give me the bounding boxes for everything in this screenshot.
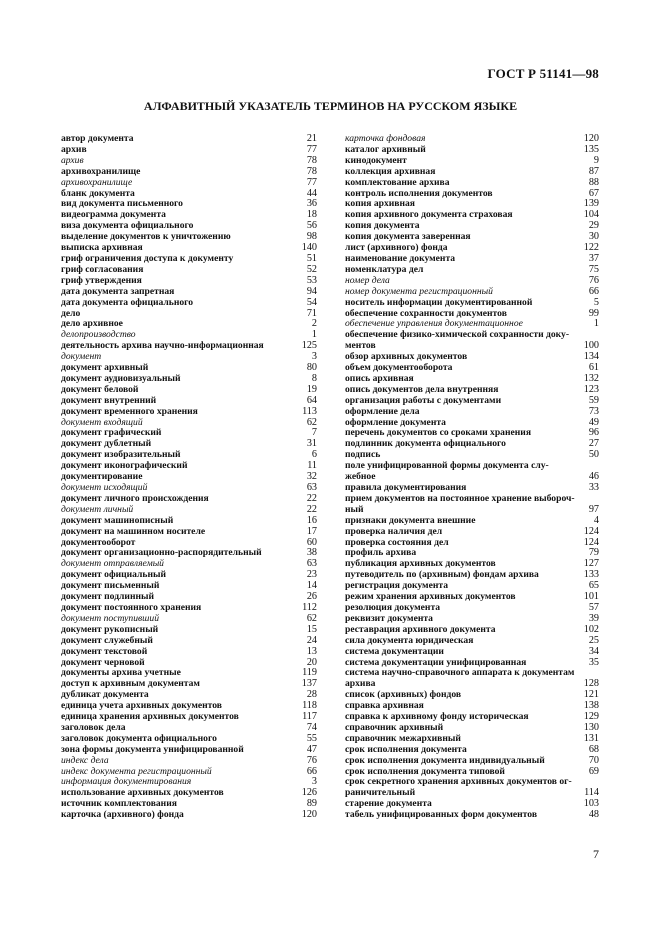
index-title: АЛФАВИТНЫЙ УКАЗАТЕЛЬ ТЕРМИНОВ НА РУССКОМ ЯЗЫКЕ [143, 99, 518, 113]
index-page-number: 77 [306, 176, 317, 188]
index-term: обеспечение управления документационное [345, 318, 523, 330]
index-page-number: 28 [306, 689, 317, 701]
index-term: обзор архивных документов [345, 351, 468, 363]
index-entry [61, 178, 317, 189]
index-term: документ отправляемый [61, 558, 164, 570]
index-page-number: 18 [306, 209, 317, 221]
index-entry [345, 461, 599, 472]
index-term: гриф согласования [61, 263, 144, 275]
index-page-number: 67 [588, 187, 599, 199]
index-term: дата документа запретная [61, 285, 175, 297]
index-term: зона формы документа унифицированной [61, 743, 244, 755]
index-page-number: 4 [593, 514, 599, 526]
index-term: единица хранения архивных документов [61, 711, 239, 723]
index-page-number: 53 [306, 274, 317, 286]
index-page-number: 22 [306, 492, 317, 504]
index-term: система научно-справочного аппарата к документам [345, 667, 575, 679]
index-term: документ беловой [61, 383, 139, 395]
index-term: организация работы с документами [345, 394, 502, 406]
index-term: оформление документа [345, 416, 446, 428]
index-page-number: 138 [583, 700, 599, 712]
index-term: комплектование архива [345, 176, 450, 188]
index-page-number: 103 [583, 798, 599, 810]
index-page-number: 14 [306, 580, 317, 592]
index-page-number: 63 [306, 558, 317, 570]
index-page-number: 56 [306, 220, 317, 232]
index-page-number: 37 [588, 252, 599, 264]
index-page-number: 16 [306, 514, 317, 526]
index-page-number: 132 [583, 372, 599, 384]
right-index-column [345, 134, 599, 821]
index-page-number: 54 [306, 296, 317, 308]
index-page-number: 46 [588, 471, 599, 483]
index-term: автор документа [61, 133, 134, 144]
standard-header: ГОСТ Р 51141—98 [487, 66, 599, 81]
index-page-number: 124 [583, 536, 599, 548]
index-entry [61, 145, 317, 156]
index-term: путеводитель по (архивным) фондам архива [345, 569, 539, 581]
index-term: копия документа [345, 220, 420, 232]
index-term: документ поступивший [61, 612, 160, 624]
index-page-number: 2 [311, 318, 317, 330]
index-term: единица учета архивных документов [61, 700, 222, 712]
index-term: правила документирования [345, 482, 467, 493]
index-page-number: 76 [306, 754, 317, 766]
index-page-number: 120 [583, 133, 599, 144]
index-term: информация документирования [61, 776, 192, 788]
index-term: справка к архивному фонду историческая [345, 711, 529, 723]
index-page-number: 52 [306, 263, 317, 275]
index-term: видеограмма документа [61, 209, 166, 221]
index-term: документ исходящий [61, 482, 148, 493]
index-page-number: 1 [593, 318, 599, 330]
index-term: публикация архивных документов [345, 558, 496, 570]
index-term: срок исполнения документа [345, 743, 467, 755]
index-term: справочник архивный [345, 721, 444, 733]
index-page-number: 69 [588, 765, 599, 777]
index-page-number: 129 [583, 711, 599, 723]
index-term: дело [61, 307, 81, 319]
index-term: архивохранилище [61, 165, 141, 177]
index-page-number: 34 [588, 645, 599, 657]
index-term: каталог архивный [345, 143, 426, 155]
index-entry [345, 407, 599, 418]
index-page-number: 134 [583, 351, 599, 363]
index-term: документ [61, 351, 102, 363]
index-page-number: 50 [588, 449, 599, 461]
index-term: гриф ограничения доступа к документу [61, 252, 234, 264]
index-page-number: 99 [588, 307, 599, 319]
index-term: обеспечение сохранности документов [345, 307, 507, 319]
index-page-number: 126 [301, 787, 317, 799]
index-page-number: 55 [306, 732, 317, 744]
index-page-number: 21 [306, 133, 317, 144]
index-page-number: 79 [588, 547, 599, 559]
index-page-number: 127 [583, 558, 599, 570]
index-term: номер дела [345, 274, 390, 286]
index-page-number: 114 [584, 787, 599, 799]
index-term: профиль архива [345, 547, 417, 559]
index-term: документ подлинный [61, 591, 155, 603]
index-term: носитель информации документированной [345, 296, 533, 308]
index-term: карточка фондовая [345, 133, 426, 144]
index-term: перечень документов со сроками хранения [345, 427, 532, 439]
index-term: система документации [345, 645, 444, 657]
index-entry [61, 810, 317, 821]
index-term: документ текстовой [61, 645, 148, 657]
index-page-number: 19 [306, 383, 317, 395]
index-page-number: 68 [588, 743, 599, 755]
index-entry [345, 494, 599, 505]
index-term: документ на машинном носителе [61, 525, 206, 537]
index-page-number: 39 [588, 612, 599, 624]
index-term: заголовок документа официального [61, 732, 217, 744]
index-term: реставрация архивного документа [345, 623, 496, 635]
index-entry [345, 668, 599, 679]
index-term: архива [345, 678, 376, 690]
index-term: документ внутренний [61, 394, 157, 406]
index-page-number: 35 [588, 656, 599, 668]
index-page-number: 59 [588, 394, 599, 406]
index-page-number: 75 [588, 263, 599, 275]
index-term: индекс документа регистрационный [61, 765, 212, 777]
index-term: подпись [345, 449, 381, 461]
index-page-number: 117 [302, 711, 317, 723]
index-entry [61, 756, 317, 767]
index-term: сила документа юридическая [345, 634, 474, 646]
index-term: подлинник документа официального [345, 438, 506, 450]
index-page-number: 124 [583, 525, 599, 537]
index-term: источник комплектования [61, 798, 177, 810]
index-entry [345, 756, 599, 767]
index-term: срок секретного хранения архивных документов ог- [345, 776, 572, 788]
index-term: дата документа официального [61, 296, 194, 308]
index-term: прием документов на постоянное хранение выбороч- [345, 492, 575, 504]
index-page-number: 65 [588, 580, 599, 592]
index-page-number: 1 [311, 329, 317, 341]
index-page-number: 64 [306, 394, 317, 406]
index-term: контроль исполнения документов [345, 187, 493, 199]
index-page-number: 47 [306, 743, 317, 755]
index-page-number: 51 [306, 252, 317, 264]
index-page-number: 6 [311, 449, 317, 461]
index-term: документ постоянного хранения [61, 601, 202, 613]
index-term: признаки документа внешние [345, 514, 476, 526]
index-page-number: 73 [588, 405, 599, 417]
index-page-number: 118 [302, 700, 317, 712]
index-term: номенклатура дел [345, 263, 424, 275]
index-term: проверка состояния дел [345, 536, 449, 548]
index-term: копия архивного документа страховая [345, 209, 513, 221]
index-page-number: 102 [583, 623, 599, 635]
index-entry [61, 407, 317, 418]
index-term: документ официальный [61, 569, 167, 581]
index-entry [345, 647, 599, 658]
index-page-number: 71 [306, 307, 317, 319]
index-term: дело архивное [61, 318, 123, 330]
index-page-number: 101 [583, 591, 599, 603]
index-entry [61, 527, 317, 538]
index-page-number: 15 [306, 623, 317, 635]
index-entry [345, 287, 599, 298]
index-page-number: 112 [302, 601, 317, 613]
index-page-number: 121 [583, 689, 599, 701]
index-entry [61, 167, 317, 178]
index-entry [345, 527, 599, 538]
index-page-number: 23 [306, 569, 317, 581]
index-term: поле унифицированной формы документа слу- [345, 460, 549, 472]
index-page-number: 33 [588, 482, 599, 493]
index-term: бланк документа [61, 187, 135, 199]
index-term: архивохранилище [61, 176, 133, 188]
index-term: оформление дела [345, 405, 420, 417]
index-term: ный [345, 503, 364, 515]
index-page-number: 76 [588, 274, 599, 286]
index-page-number: 66 [588, 285, 599, 297]
index-page-number: 63 [306, 482, 317, 493]
index-page-number: 62 [306, 612, 317, 624]
index-entry [61, 298, 317, 309]
index-term: старение документа [345, 798, 432, 810]
index-term: копия документа заверенная [345, 231, 471, 243]
index-page-number: 30 [588, 231, 599, 243]
index-term: опись архивная [345, 372, 414, 384]
index-page-number: 139 [583, 198, 599, 210]
index-term: документ письменный [61, 580, 160, 592]
index-page-number: 88 [588, 176, 599, 188]
index-term: документ черновой [61, 656, 145, 668]
index-term: документ архивный [61, 362, 149, 374]
index-term: доступ к архивным документам [61, 678, 200, 690]
index-term: делопроизводство [61, 329, 136, 341]
index-page-number: 78 [306, 154, 317, 166]
index-term: документооборот [61, 536, 136, 548]
page-number: 7 [593, 847, 599, 861]
index-page-number: 62 [306, 416, 317, 428]
index-term: табель унифицированных форм документов [345, 809, 538, 821]
index-page-number: 13 [306, 645, 317, 657]
index-page-number: 98 [306, 231, 317, 243]
index-page-number: 104 [583, 209, 599, 221]
index-term: документ иконографический [61, 460, 188, 472]
index-page-number: 100 [583, 340, 599, 352]
index-page-number: 96 [588, 427, 599, 439]
index-page-number: 17 [306, 525, 317, 537]
index-term: справка архивная [345, 700, 424, 712]
index-page-number: 123 [583, 383, 599, 395]
index-term: виза документа официального [61, 220, 194, 232]
index-page-number: 131 [583, 732, 599, 744]
index-term: документирование [61, 471, 143, 483]
index-entry [61, 636, 317, 647]
index-term: карточка (архивного) фонда [61, 809, 184, 821]
index-term: список (архивных) фондов [345, 689, 462, 701]
index-term: система документации унифицированная [345, 656, 527, 668]
index-page-number: 140 [301, 242, 317, 254]
index-page-number: 113 [302, 405, 317, 417]
index-page-number: 8 [311, 372, 317, 384]
index-term: режим хранения архивных документов [345, 591, 516, 603]
index-term: деятельность архива научно-информационная [61, 340, 264, 352]
index-page-number: 48 [588, 809, 599, 821]
index-page-number: 27 [588, 438, 599, 450]
index-term: обеспечение физико-химической сохранности доку- [345, 329, 570, 341]
index-term: справочник межархивный [345, 732, 461, 744]
index-page-number: 3 [311, 776, 317, 788]
index-term: документы архива учетные [61, 667, 181, 679]
index-term: проверка наличия дел [345, 525, 443, 537]
index-term: реквизит документа [345, 612, 433, 624]
index-page-number: 128 [583, 678, 599, 690]
index-term: ментов [345, 340, 376, 352]
index-term: номер документа регистрационный [345, 285, 493, 297]
index-page-number: 122 [583, 242, 599, 254]
index-term: документ графический [61, 427, 162, 439]
index-entry [345, 439, 599, 450]
index-term: срок исполнения документа индивидуальный [345, 754, 545, 766]
index-page-number: 3 [311, 351, 317, 363]
index-term: жебное [345, 471, 376, 483]
index-term: документ машинописный [61, 514, 174, 526]
index-term: заголовок дела [61, 721, 126, 733]
index-page-number: 135 [583, 143, 599, 155]
index-page-number: 130 [583, 721, 599, 733]
index-page-number: 11 [307, 460, 317, 472]
index-entry [345, 178, 599, 189]
index-term: документ служебный [61, 634, 153, 646]
index-entry [345, 167, 599, 178]
index-term: кинодокумент [345, 154, 407, 166]
index-term: лист (архивного) фонда [345, 242, 448, 254]
index-page-number: 22 [306, 503, 317, 515]
index-page-number: 120 [301, 809, 317, 821]
index-entry [345, 330, 599, 341]
index-term: дубликат документа [61, 689, 149, 701]
index-term: вид документа письменного [61, 198, 183, 210]
index-page-number: 20 [306, 656, 317, 668]
index-term: объем документооборота [345, 362, 453, 374]
index-term: копия архивная [345, 198, 415, 210]
index-page-number: 74 [306, 721, 317, 733]
index-term: архив [61, 143, 87, 155]
left-index-column [61, 134, 317, 821]
index-entry [345, 298, 599, 309]
index-term: коллекция архивная [345, 165, 436, 177]
index-term: индекс дела [61, 754, 109, 766]
index-term: выделение документов к уничтожению [61, 231, 231, 243]
index-page-number: 97 [588, 503, 599, 515]
index-term: срок исполнения документа типовой [345, 765, 505, 777]
index-term: документ изобразительный [61, 449, 181, 461]
index-page-number: 26 [306, 591, 317, 603]
index-page-number: 9 [593, 154, 599, 166]
index-entry [345, 516, 599, 527]
index-term: документ рукописный [61, 623, 159, 635]
index-page-number: 87 [588, 165, 599, 177]
index-page-number: 29 [588, 220, 599, 232]
index-term: наименование документа [345, 252, 456, 264]
index-term: гриф утверждения [61, 274, 142, 286]
index-term: документ личный [61, 503, 134, 515]
index-entry [345, 636, 599, 647]
index-term: документ входящий [61, 416, 143, 428]
index-page-number: 31 [306, 438, 317, 450]
index-page-number: 25 [588, 634, 599, 646]
index-entry [61, 516, 317, 527]
index-term: документ организационно-распорядительный [61, 547, 262, 559]
index-page-number: 60 [306, 536, 317, 548]
index-page-number: 57 [588, 601, 599, 613]
index-term: опись документов дела внутренняя [345, 383, 499, 395]
index-term: выписка архивная [61, 242, 143, 254]
index-page-number: 66 [306, 765, 317, 777]
index-page-number: 94 [306, 285, 317, 297]
index-term: использование архивных документов [61, 787, 224, 799]
index-page-number: 24 [306, 634, 317, 646]
index-page-number: 36 [306, 198, 317, 210]
index-page-number: 137 [301, 678, 317, 690]
index-page-number: 7 [311, 427, 317, 439]
index-term: регистрация документа [345, 580, 449, 592]
index-page-number: 32 [306, 471, 317, 483]
index-entry [61, 287, 317, 298]
index-page-number: 38 [306, 547, 317, 559]
index-page-number: 5 [593, 296, 599, 308]
index-page-number: 49 [588, 416, 599, 428]
index-term: документ дублетный [61, 438, 152, 450]
index-page-number: 44 [306, 187, 317, 199]
index-page-number: 61 [588, 362, 599, 374]
index-page-number: 119 [302, 667, 317, 679]
index-entry [61, 647, 317, 658]
index-term: резолюция документа [345, 601, 441, 613]
index-page-number: 80 [306, 362, 317, 374]
index-page-number: 70 [588, 754, 599, 766]
index-term: документ личного происхождения [61, 492, 209, 504]
index-page-number: 89 [306, 798, 317, 810]
index-page-number: 125 [301, 340, 317, 352]
index-entry [345, 810, 599, 821]
index-page-number: 78 [306, 165, 317, 177]
index-term: документ временного хранения [61, 405, 198, 417]
index-page-number: 77 [306, 143, 317, 155]
index-term: документ аудиовизуальный [61, 372, 181, 384]
index-page-number: 133 [583, 569, 599, 581]
index-term: раничительный [345, 787, 416, 799]
index-entry [61, 134, 317, 145]
index-term: архив [61, 154, 84, 166]
